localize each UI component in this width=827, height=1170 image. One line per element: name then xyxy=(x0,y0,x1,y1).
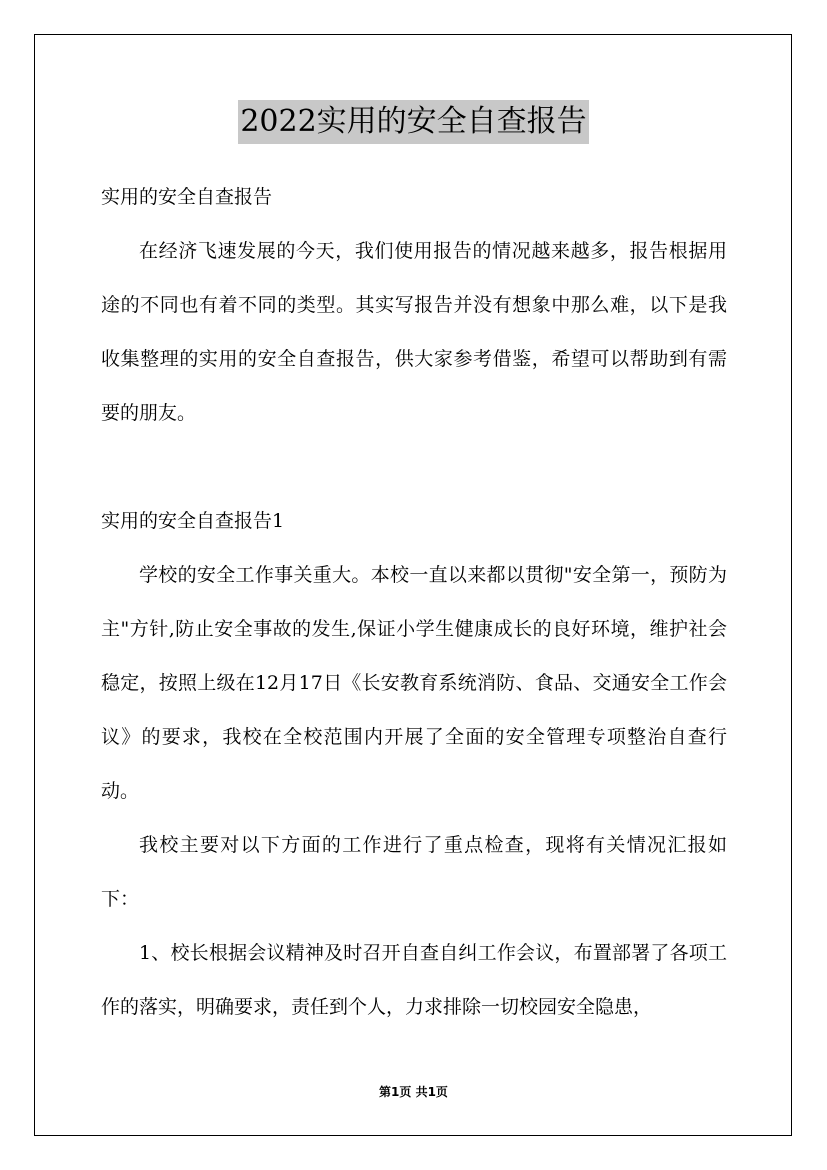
page-footer xyxy=(0,1083,827,1100)
document-title xyxy=(0,100,827,144)
document-title-text: 2022实用的安全自查报告 xyxy=(238,100,588,144)
section-heading-1: 实用的安全自查报告1 xyxy=(101,510,285,532)
body-paragraph-2: 我校主要对以下方面的工作进行了重点检查，现将有关情况汇报如下： xyxy=(101,834,727,910)
document-body xyxy=(101,170,727,1034)
intro-paragraph: 在经济飞速发展的今天，我们使用报告的情况越来越多，报告根据用途的不同也有着不同的类型。其实写报告并没有想象中那么难，以下是我收集整理的实用的安全自查报告，供大家参考借鉴，希望可以帮助到有需要的朋友。 xyxy=(101,240,727,424)
blank-line xyxy=(101,440,727,494)
body-paragraph-1: 学校的安全工作事关重大。本校一直以来都以贯彻"安全第一，预防为主"方针,防止安全事故的发生,保证小学生健康成长的良好环境，维护社会稳定，按照上级在12月17日《长安教育系统消防、食品、交通安全工作会议》的要求，我校在全校范围内开展了全面的安全管理专项整治自查行动。 xyxy=(101,564,727,802)
body-paragraph-3: 1、校长根据会议精神及时召开自查自纠工作会议，布置部署了各项工作的落实，明确要求，责任到个人，力求排除一切校园安全隐患， xyxy=(101,942,727,1018)
section-heading-intro: 实用的安全自查报告 xyxy=(101,186,273,208)
page-number: 第1页 共1页 xyxy=(379,1085,448,1099)
